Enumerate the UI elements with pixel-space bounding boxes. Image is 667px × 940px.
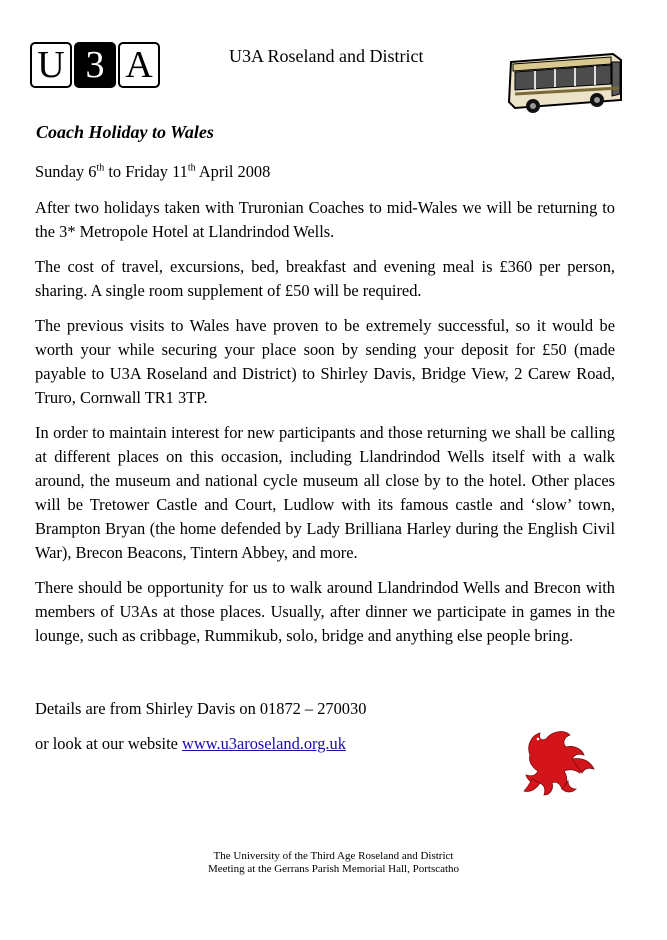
org-title: U3A Roseland and District [229, 46, 424, 66]
paragraph-intro: After two holidays taken with Truronian Coaches to mid-Wales we will be returning to the 3* Metropole Hotel at Llandrindod Wells. [35, 198, 615, 241]
paragraph-deposit: The previous visits to Wales have proven to be extremely successful, so it would be worth your while securing your place soon by sending your deposit for £50 (made payable to U3A Roseland and District) to Shirley Davis, Bridge View, 2 Carew Road, Truro, Cornwall TR1 3TP. [35, 316, 615, 407]
website-line: or look at our website www.u3aroseland.org.uk [35, 734, 346, 753]
logo-letter-3: 3 [74, 42, 116, 88]
logo-letter-u: U [30, 42, 72, 88]
website-link[interactable]: www.u3aroseland.org.uk [182, 734, 346, 753]
welsh-dragon-icon [518, 727, 598, 799]
paragraph-activities: There should be opportunity for us to walk around Llandrindod Wells and Brecon with members of U3As at those places. Usually, after dinner we participate in games in the lounge, such as cribbage, Rummikub, solo, bridge and anything else people bring. [35, 578, 615, 645]
footer-line-2: Meeting at the Gerrans Parish Memorial Hall, Portscatho [207, 863, 460, 875]
u3a-logo [30, 42, 160, 88]
logo-letter-a: A [118, 42, 160, 88]
coach-bus-icon [505, 50, 625, 116]
contact-details: Details are from Shirley Davis on 01872 – 270030 [35, 699, 367, 718]
paragraph-cost: The cost of travel, excursions, bed, breakfast and evening meal is £360 per person, sharing. A single room supplement of £50 will be required. [35, 257, 615, 300]
footer [0, 850, 667, 876]
main-content [35, 160, 615, 767]
trip-dates: Sunday 6th to Friday 11th April 2008 [35, 162, 271, 181]
page-heading: Coach Holiday to Wales [36, 122, 214, 142]
paragraph-itinerary: In order to maintain interest for new participants and those returning we shall be calling at different places on this occasion, including Llandrindod Wells itself with a walk around, the museum and national cycle museum all close by to the hotel. Other places will be Tretower Castle and Court, Ludlow with its famous castle and ‘slow’ town, Brampton Bryan (the home defended by Lady Brilliana Harley during the English Civil War), Brecon Beacons, Tintern Abbey, and more. [35, 423, 615, 562]
footer-line-1: The University of the Third Age Roseland and District [213, 850, 454, 862]
